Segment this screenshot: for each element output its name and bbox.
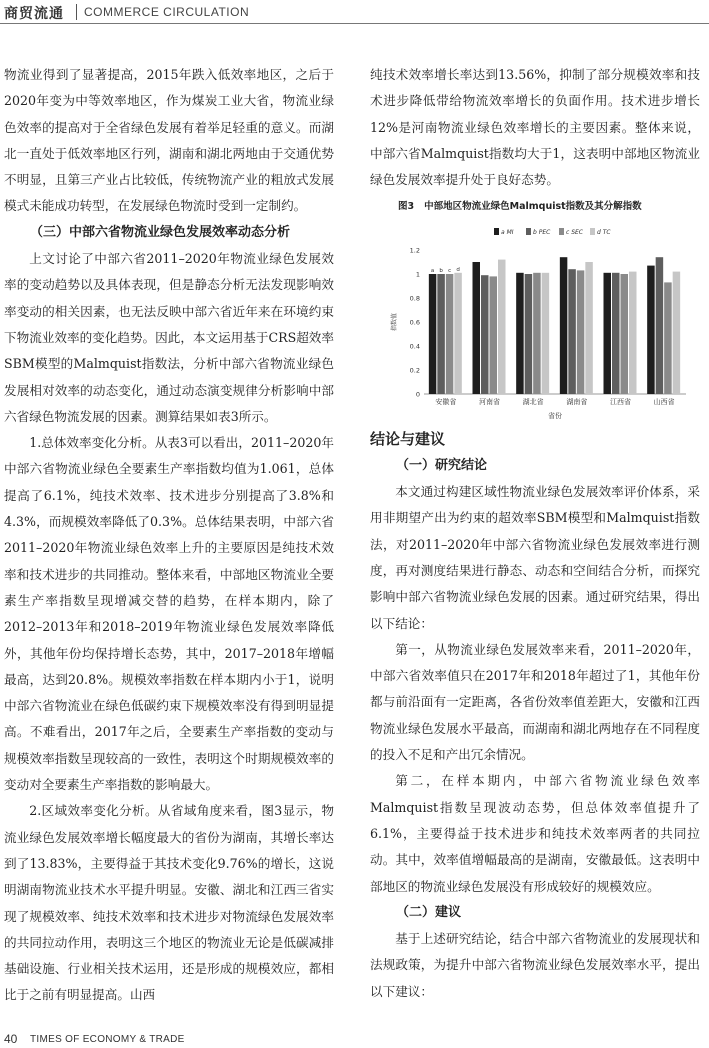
- bar: [498, 260, 506, 394]
- paragraph: 本文通过构建区域性物流业绿色发展效率评价体系，采用非期望产出为约束的超效率SBM模型和Malmquist指数法，对2011–2020年中部六省物流业绿色发展效率进行测度，再对测度结果进行静态、动态和空间结合分析，而探究影响中部六省物流业绿色发展的因素。通过研究结果，得出以下结论：: [370, 484, 700, 631]
- bar: [647, 266, 655, 394]
- y-tick-label: 0.8: [409, 294, 420, 303]
- x-tick-label: 河南省: [479, 398, 500, 406]
- figure-label: 图3: [398, 201, 415, 212]
- bar: [516, 273, 524, 394]
- y-axis-label: 指数值: [391, 312, 398, 332]
- bar: [481, 275, 489, 394]
- bar: [490, 276, 498, 394]
- y-tick-label: 1.2: [409, 246, 420, 255]
- header-divider: [76, 4, 77, 20]
- y-tick-label: 0.4: [409, 342, 420, 351]
- bar-label: c: [448, 268, 452, 274]
- figure-caption: [398, 198, 652, 212]
- page-footer: [0, 1030, 709, 1048]
- bar-label: a: [430, 268, 435, 274]
- bar: [585, 262, 593, 394]
- bar: [612, 273, 620, 394]
- bar: [577, 270, 585, 394]
- journal-title-en: COMMERCE CIRCULATION: [84, 5, 250, 19]
- bar: [429, 274, 437, 394]
- page-number: 40: [4, 1032, 18, 1046]
- legend-swatch: [494, 228, 499, 235]
- footer-journal-name: TIMES OF ECONOMY & TRADE: [30, 1034, 185, 1045]
- bar: [629, 272, 637, 394]
- x-tick-label: 山西省: [653, 398, 675, 406]
- bar: [533, 273, 541, 394]
- x-tick-label: 安徽省: [435, 398, 457, 406]
- x-axis-label: 省份: [548, 412, 562, 420]
- paragraph: 第一，从物流业绿色发展效率来看，2011–2020年，中部六省效率值只在2017年和2018年超过了1，其他年份都与前沿面有一定距离，各省份效率值差距大，安徽和江西物流业绿色发展水平最高，而湖南和湖北两地存在不同程度的投入不足和产出冗余情况。: [370, 641, 700, 763]
- bar: [525, 274, 533, 394]
- section-heading-conclusion: 结论与建议: [370, 430, 446, 449]
- legend-swatch: [526, 228, 531, 235]
- journal-title-cn: 商贸流通: [4, 6, 64, 22]
- y-tick-label: 0.2: [409, 366, 420, 375]
- x-tick-label: 江西省: [610, 398, 631, 406]
- y-tick-label: 0.6: [409, 318, 420, 327]
- paragraph: 纯技术效率增长率达到13.56%，抑制了部分规模效率和技术进步降低带给物流效率增长的负面作用。技术进步增长12%是河南物流业绿色效率增长的主要因素。整体来说，中部六省Malmquist指数均大于1，这表明中部地区物流业绿色发展效率提升处于良好态势。: [370, 67, 700, 188]
- legend-label: b PEC: [533, 229, 551, 236]
- bar: [446, 274, 453, 394]
- section-heading-dynamic: （三）中部六省物流业绿色发展效率动态分析: [30, 224, 291, 240]
- x-tick-label: 湖北省: [522, 398, 544, 406]
- bar: [473, 262, 481, 394]
- paragraph: 上文讨论了中部六省2011–2020年物流业绿色发展效率的变动趋势以及具体表现，但是静态分析无法发现影响效率变动的相关因素，也无法反映中部六省近年来在环境约束下物流业效率的变化趋势。因此，本文运用基于CRS超效率SBM模型的Malmquist指数法，分析中部六省物流业绿色发展相对效率的动态变化，通过动态演变规律分析影响中部六省绿色物流发展的因素。测算结果如表3所示。: [4, 251, 334, 424]
- bar: [454, 273, 462, 394]
- bar: [568, 269, 576, 394]
- y-tick-label: 0: [415, 390, 420, 399]
- bar-chart: [384, 222, 694, 432]
- paragraph: 1.总体效率变化分析。从表3可以看出，2011–2020年中部六省物流业绿色全要素生产率指数均值为1.061，总体提高了6.1%，纯技术效率、技术进步分别提高了3.8%和4.3%，而规模效率降低了0.3%。总体结果表明，中部六省2011–2020年物流业绿色效率上升的主要原因是纯技术效率和技术进步的共同推动。整体来看，中部地区物流业全要素生产率指数呈现增减交替的趋势，在样本期内，除了2012–2013年和2018–2019年物流业绿色发展效率降低外，其他年份均保持增长态势，其中，2017–2018年增幅最高，达到20.8%。规模效率指数在样本期内小于1，说明中部六省物流业在绿色低碳约束下规模效率没有得到明显提高。不难看出，2017年之后，全要素生产率指数的变动与规模效率指数呈现较高的一致性，表明这个时期规模效率的变动对全要素生产率指数的影响最大。: [4, 435, 334, 793]
- bar: [656, 257, 664, 394]
- figure-title: 中部地区物流业绿色Malmquist指数及其分解指数: [424, 201, 642, 212]
- paragraph: 物流业得到了显著提高，2015年跌入低效率地区，之后于2020年变为中等效率地区，作为煤炭工业大省，物流业绿色效率的提高对于全省绿色发展有着举足轻重的意义。而湖北一直处于低效率地区行列，湖南和湖北两地由于交通优势不明显，且第三产业占比较低，传统物流产业的粗放式发展模式未能成功转型，在发展绿色物流时受到一定制约。: [4, 67, 334, 214]
- paragraph: 第二，在样本期内，中部六省物流业绿色效率Malmquist指数呈现波动态势，但总体效率值提升了6.1%，主要得益于技术进步和纯技术效率两者的共同拉动。其中，效率值增幅最高的是湖南，安徽最低。这表明中部地区的物流业绿色发展没有形成较好的规模效应。: [370, 773, 700, 894]
- bar: [560, 257, 568, 394]
- page-header: [0, 0, 709, 24]
- bar: [437, 274, 445, 394]
- bar: [542, 273, 550, 394]
- bar: [604, 273, 612, 394]
- legend-label: d TC: [597, 229, 611, 236]
- paragraph: 基于上述研究结论，结合中部六省物流业的发展现状和法规政策，为提升中部六省物流业绿色发展效率水平，提出以下建议：: [370, 931, 700, 999]
- legend-label: c SEC: [566, 229, 583, 236]
- paragraph: 2.区域效率变化分析。从省域角度来看，图3显示，物流业绿色发展效率增长幅度最大的省份为湖南，其增长率达到了13.83%，主要得益于其技术变化9.76%的增长，这说明湖南物流业技术水平提升明显。安徽、湖北和江西三省实现了规模效率、纯技术效率和技术进步对物流绿色发展效率的共同拉动作用，表明这三个地区的物流业无论是低碳减排基础设施、行业相关技术运用，还是形成的规模效应，都相比于之前有明显提高。山西: [4, 803, 334, 1003]
- bar: [673, 272, 681, 394]
- header-rule: [0, 23, 709, 24]
- subsection-heading-suggestions: （二）建议: [396, 904, 462, 920]
- bar-label: d: [456, 266, 460, 273]
- legend-swatch: [559, 228, 564, 235]
- legend-label: a MI: [501, 229, 514, 236]
- legend-swatch: [590, 228, 595, 235]
- left-column: [4, 62, 334, 1009]
- subsection-heading-results: （一）研究结论: [396, 457, 488, 473]
- y-tick-label: 1: [415, 270, 420, 279]
- bar: [664, 282, 672, 394]
- bar: [621, 274, 629, 394]
- bar-label: b: [439, 268, 443, 274]
- x-tick-label: 湖南省: [566, 398, 588, 406]
